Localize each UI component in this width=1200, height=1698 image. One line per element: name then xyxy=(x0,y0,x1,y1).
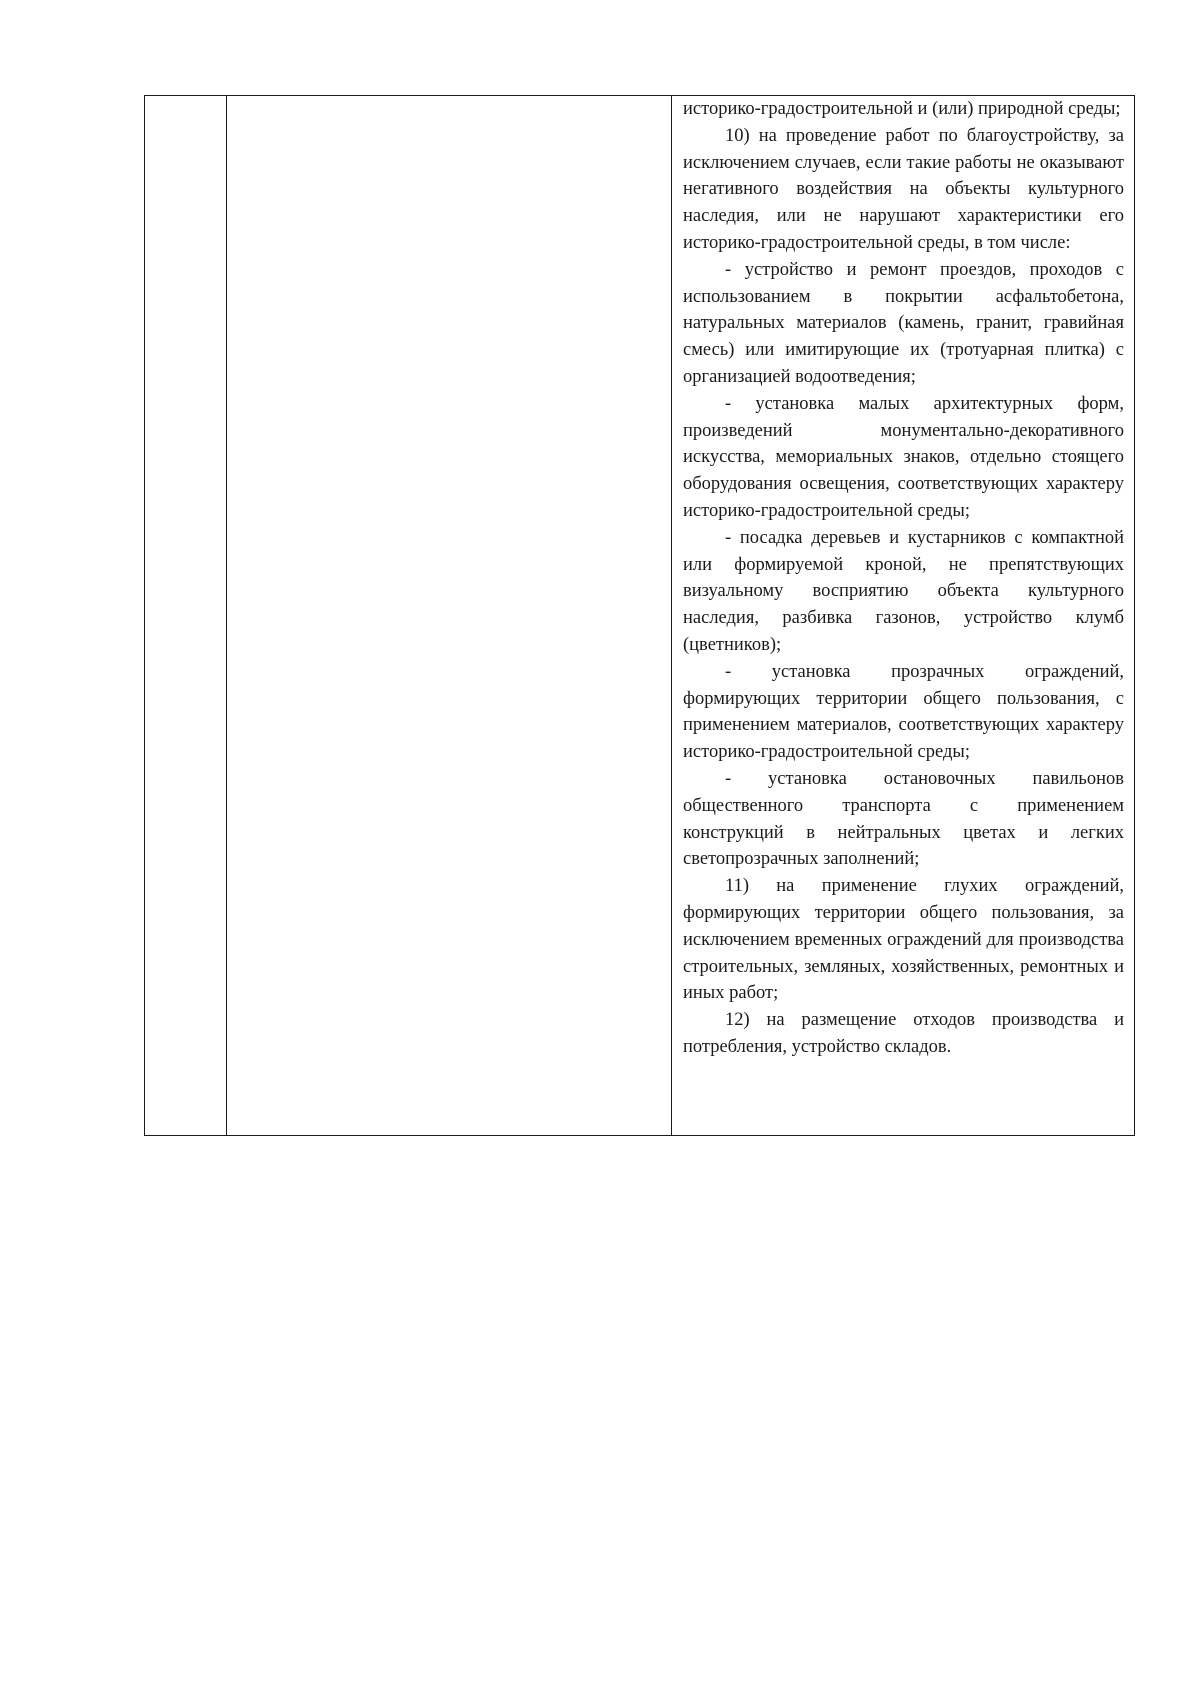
paragraph-bullet-trees: - посадка деревьев и кустарников с компактной или формируемой кроной, не препятствующих визуальному восприятию объекта культурного наследия, разбивка газонов, устройство клумб (цветников); xyxy=(683,527,1124,655)
paragraph-item-12: 12) на размещение отходов производства и потребления, устройство складов. xyxy=(683,1010,1124,1057)
table-cell-requirements xyxy=(672,96,1134,1135)
paragraph-bullet-pavilions: - установка остановочных павильонов общественного транспорта с применением конструкций в нейтральных цветах и легких светопрозрачных заполнений; xyxy=(683,768,1124,870)
requirements-table xyxy=(144,95,1135,1136)
paragraph-bullet-roads: - устройство и ремонт проездов, проходов с использованием в покрытии асфальтобетона, натуральных материалов (камень, гранит, гравийная смесь) или имитирующие их (тротуарная плитка) с организацией водоотведения; xyxy=(683,259,1124,387)
paragraph-item-10: 10) на проведение работ по благоустройству, за исключением случаев, если такие работы не оказывают негативного воздействия на объекты культурного наследия, или не нарушают характеристики его историко-градостроительной среды, в том числе: xyxy=(683,125,1124,253)
paragraph-bullet-small-forms: - установка малых архитектурных форм, произведений монументально-декоративного искусства, мемориальных знаков, отдельно стоящего оборудования освещения, соответствующих характеру историко-градостроительной среды; xyxy=(683,393,1124,521)
table-cell-name xyxy=(227,96,672,1135)
paragraph-bullet-fences: - установка прозрачных ограждений, формирующих территории общего пользования, с применением материалов, соответствующих характеру историко-градостроительной среды; xyxy=(683,661,1124,763)
table-cell-number xyxy=(145,96,227,1135)
paragraph-item-11: 11) на применение глухих ограждений, формирующих территории общего пользования, за исключением временных ограждений для производства строительных, земляных, хозяйственных, ремонтных и иных работ; xyxy=(683,876,1124,1004)
paragraph-continuation: историко-градостроительной и (или) природной среды; xyxy=(683,99,1121,119)
